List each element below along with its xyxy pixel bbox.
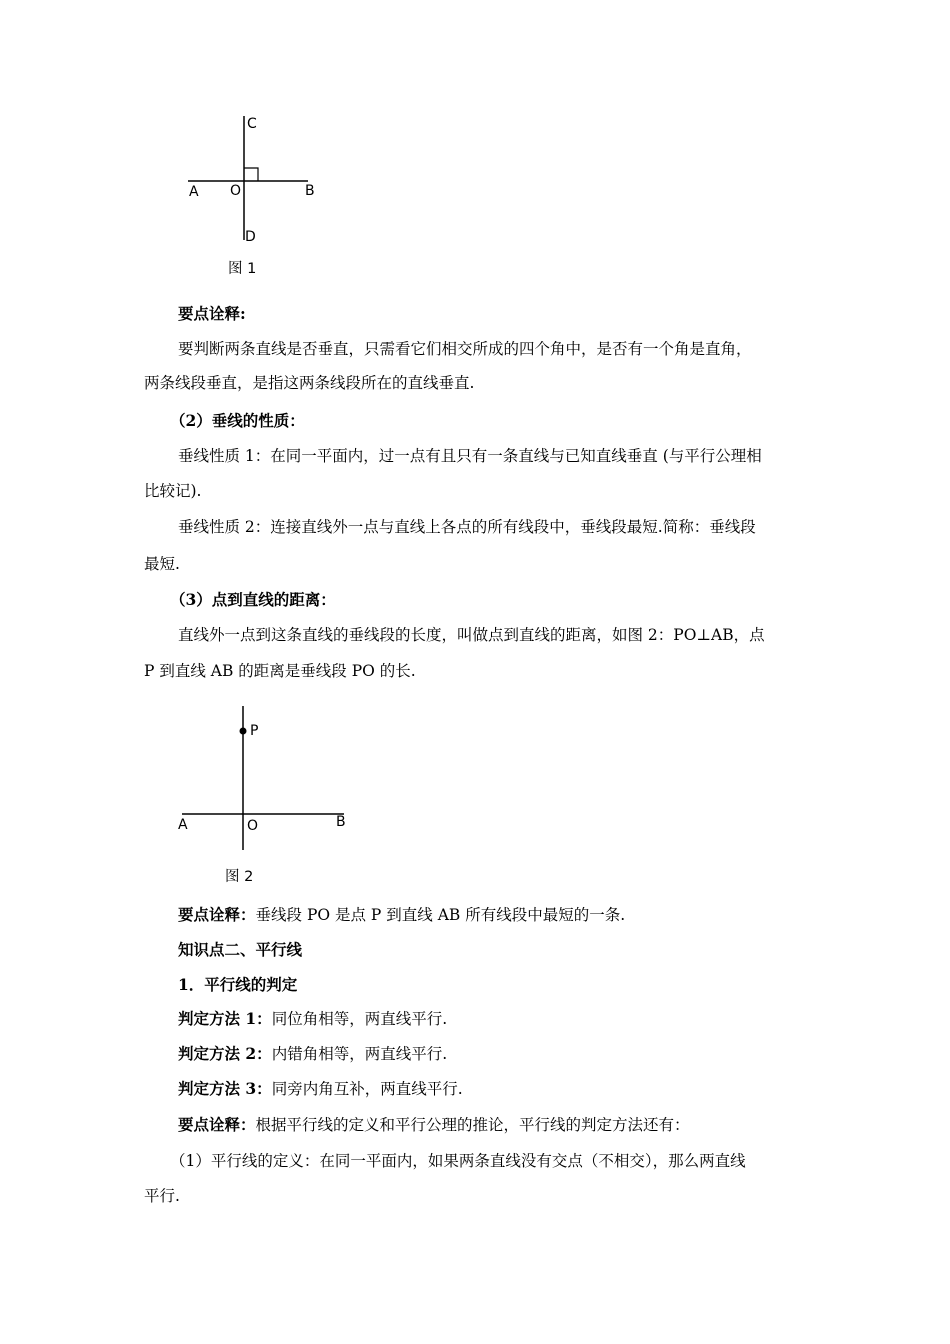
property-2-line-1: 垂线性质 2：连接直线外一点与直线上各点的所有线段中，垂线段最短.简称：垂线段	[178, 518, 756, 536]
property-1-line-1: 垂线性质 1：在同一平面内，过一点有且只有一条直线与已知直线垂直 (与平行公理相	[178, 447, 762, 465]
section-2-heading: （2）垂线的性质：	[170, 411, 305, 430]
right-angle-mark	[244, 168, 258, 181]
method-1-label: 判定方法 1：	[178, 1009, 272, 1028]
method-1-text: 同位角相等，两直线平行.	[271, 1010, 448, 1028]
note-1-line-2: 两条线段垂直，是指这两条线段所在的直线垂直.	[144, 374, 475, 392]
knowledge-point-2-heading: 知识点二、平行线	[178, 940, 303, 959]
note-3-heading: 要点诠释：	[178, 1115, 256, 1134]
figure-1-label-d: D	[245, 229, 256, 245]
figure-2-caption: 图 2	[225, 869, 254, 885]
method-2	[178, 1044, 447, 1064]
point-p	[240, 728, 247, 735]
note-1-heading: 要点诠释:	[178, 304, 246, 323]
note-2	[178, 905, 625, 925]
subsection-1-heading: 1．平行线的判定	[178, 975, 298, 994]
method-2-label: 判定方法 2：	[178, 1044, 272, 1063]
figure-1-label-o: O	[230, 183, 242, 199]
property-1-line-2: 比较记).	[144, 482, 202, 500]
figure-2-label-o: O	[247, 818, 259, 834]
definition-line-1: （1）平行线的定义：在同一平面内，如果两条直线没有交点（不相交），那么两直线	[170, 1152, 746, 1170]
figure-1-label-a: A	[189, 184, 199, 200]
figure-1-caption: 图 1	[228, 261, 257, 277]
note-3-text: 根据平行线的定义和平行公理的推论，平行线的判定方法还有：	[255, 1116, 690, 1134]
method-3	[178, 1079, 463, 1099]
note-3	[178, 1115, 690, 1135]
method-3-label: 判定方法 3：	[178, 1079, 272, 1098]
method-1	[178, 1009, 447, 1029]
distance-line-2: P 到直线 AB 的距离是垂线段 PO 的长.	[144, 662, 416, 680]
method-2-text: 内错角相等，两直线平行.	[271, 1045, 448, 1063]
figure-1-label-c: C	[247, 116, 257, 132]
figure-1-label-b: B	[305, 183, 315, 199]
figure-2-label-b: B	[336, 814, 346, 830]
definition-line-2: 平行.	[144, 1187, 180, 1205]
note-2-text: 垂线段 PO 是点 P 到直线 AB 所有线段中最短的一条.	[255, 906, 626, 924]
note-1-line-1: 要判断两条直线是否垂直，只需看它们相交所成的四个角中，是否有一个角是直角，	[178, 340, 752, 358]
method-3-text: 同旁内角互补，两直线平行.	[271, 1080, 463, 1098]
property-2-line-2: 最短.	[144, 555, 180, 573]
figure-2-label-a: A	[178, 817, 188, 833]
note-2-heading: 要点诠释：	[178, 905, 256, 924]
figure-2-diagram	[176, 700, 356, 860]
figure-1-diagram	[180, 110, 340, 270]
figure-2-label-p: P	[250, 723, 259, 739]
distance-line-1: 直线外一点到这条直线的垂线段的长度，叫做点到直线的距离，如图 2：PO⊥AB，点	[178, 626, 765, 644]
section-3-heading: （3）点到直线的距离：	[170, 590, 336, 609]
